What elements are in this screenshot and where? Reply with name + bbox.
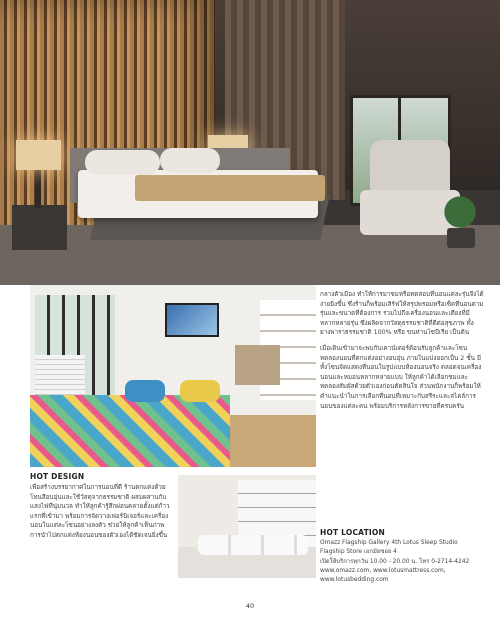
bed-pillow-2 <box>180 380 220 402</box>
plant-pot <box>447 228 475 248</box>
pillow-left <box>85 150 160 175</box>
patterned-bed <box>30 395 230 467</box>
bed-pillow-1 <box>125 380 165 402</box>
bedding-display-photo <box>30 285 322 467</box>
bedroom-showroom-photo <box>0 0 500 285</box>
lamp-base-left <box>35 170 41 208</box>
right-paragraph-2: เมื่อเดินเข้ามาจะพบกับเคาน์เตอร์ต้อนรับลูกค้าและโซนทดลองนอนที่ตกแต่งอย่างอบอุ่น ภายในแบ่งออกเป็น 2 ชั้น มีทั้งโซนจัดแสดงที่นอนในรูปแบบห้องนอนจริง ตลอดจนเครื่องนอนและหมอนหลากหลายแบบ ให้ลูกค้าได้เลือกชมและทดลองสัมผัสด้วยตัวเองก่อนตัดสินใจ ส่วนพนักงานก็พร้อมให้คำแนะนำในการเลือกที่นอนที่เหมาะกับสรีระและสไตล์การนอนของแต่ละคน พร้อมบริการหลังการขายที่ครบครัน <box>320 344 482 410</box>
hot-design-body: เพื่อสร้างบรรยากาศในการนอนที่ดี ร้านตกแต่งด้วยโทนสีอบอุ่นและใช้วัสดุจากธรรมชาติ ผสมผสานกับแสงไฟที่นุ่มนวล ทำให้ลูกค้ารู้สึกผ่อนคลายตั้งแต่ก้าวแรกที่เข้ามา พร้อมการจัดวางเฟอร์นิเจอร์และเครื่องนอนในแต่ละโซนอย่างลงตัว ช่วยให้ลูกค้าเห็นภาพการนำไปตกแต่งห้องนอนของตัวเองได้ชัดเจนยิ่งขึ้น <box>30 484 170 539</box>
right-column-text <box>320 290 485 411</box>
pillow-shelf-photo <box>178 475 316 578</box>
website-link-1[interactable]: www.omazz.com, www.lotusmattress.com, <box>320 567 446 574</box>
page-number: 40 <box>245 602 255 610</box>
hot-location-details <box>320 539 490 585</box>
right-paragraph-1: กลางตัวเมือง ทำให้การมาชมหรือทดสอบที่นอนแต่ละรุ่นจึงได้ง่ายยิ่งขึ้น ซึ่งร้านก็พร้อมเสิร์ฟให้สรุปพรอมหรือเซ็ตที่นอนตามรุ่นและขนาดที่ต้องการ รวมไปถึงเครื่องนอนและเตียงที่มีหลากหลายรุ่น ซึ่งผลิตจากวัสดุธรรมชาติที่ดีต่อสุขภาพ ทั้งยางพาราธรรมชาติ 100% หรือ ขนห่านไซบีเรีย เป็นต้น <box>320 291 484 337</box>
lamp-left <box>16 140 61 170</box>
hot-location-heading: HOT LOCATION <box>320 528 385 537</box>
bed-throw <box>135 175 325 201</box>
location-line-3: เปิดให้บริการทุกวัน 10.00 - 20.00 น. โทร 0-2714-4242 <box>320 558 470 565</box>
pillows-row <box>198 535 308 555</box>
mid-floor <box>230 415 316 467</box>
wall-art <box>165 303 219 337</box>
display-board <box>235 345 280 385</box>
hot-design-heading: HOT DESIGN <box>30 472 85 481</box>
location-line-1: Omazz Flagship Gallery 4th Lotus Sleep Studio <box>320 540 458 546</box>
folded-linen-stack <box>35 355 85 395</box>
nightstand <box>12 205 67 250</box>
location-line-2: Flagship Store เอกมัยซอย 4 <box>320 549 397 556</box>
pillow-right <box>160 148 220 173</box>
website-link-2[interactable]: www.lotusbedding.com <box>320 577 389 584</box>
